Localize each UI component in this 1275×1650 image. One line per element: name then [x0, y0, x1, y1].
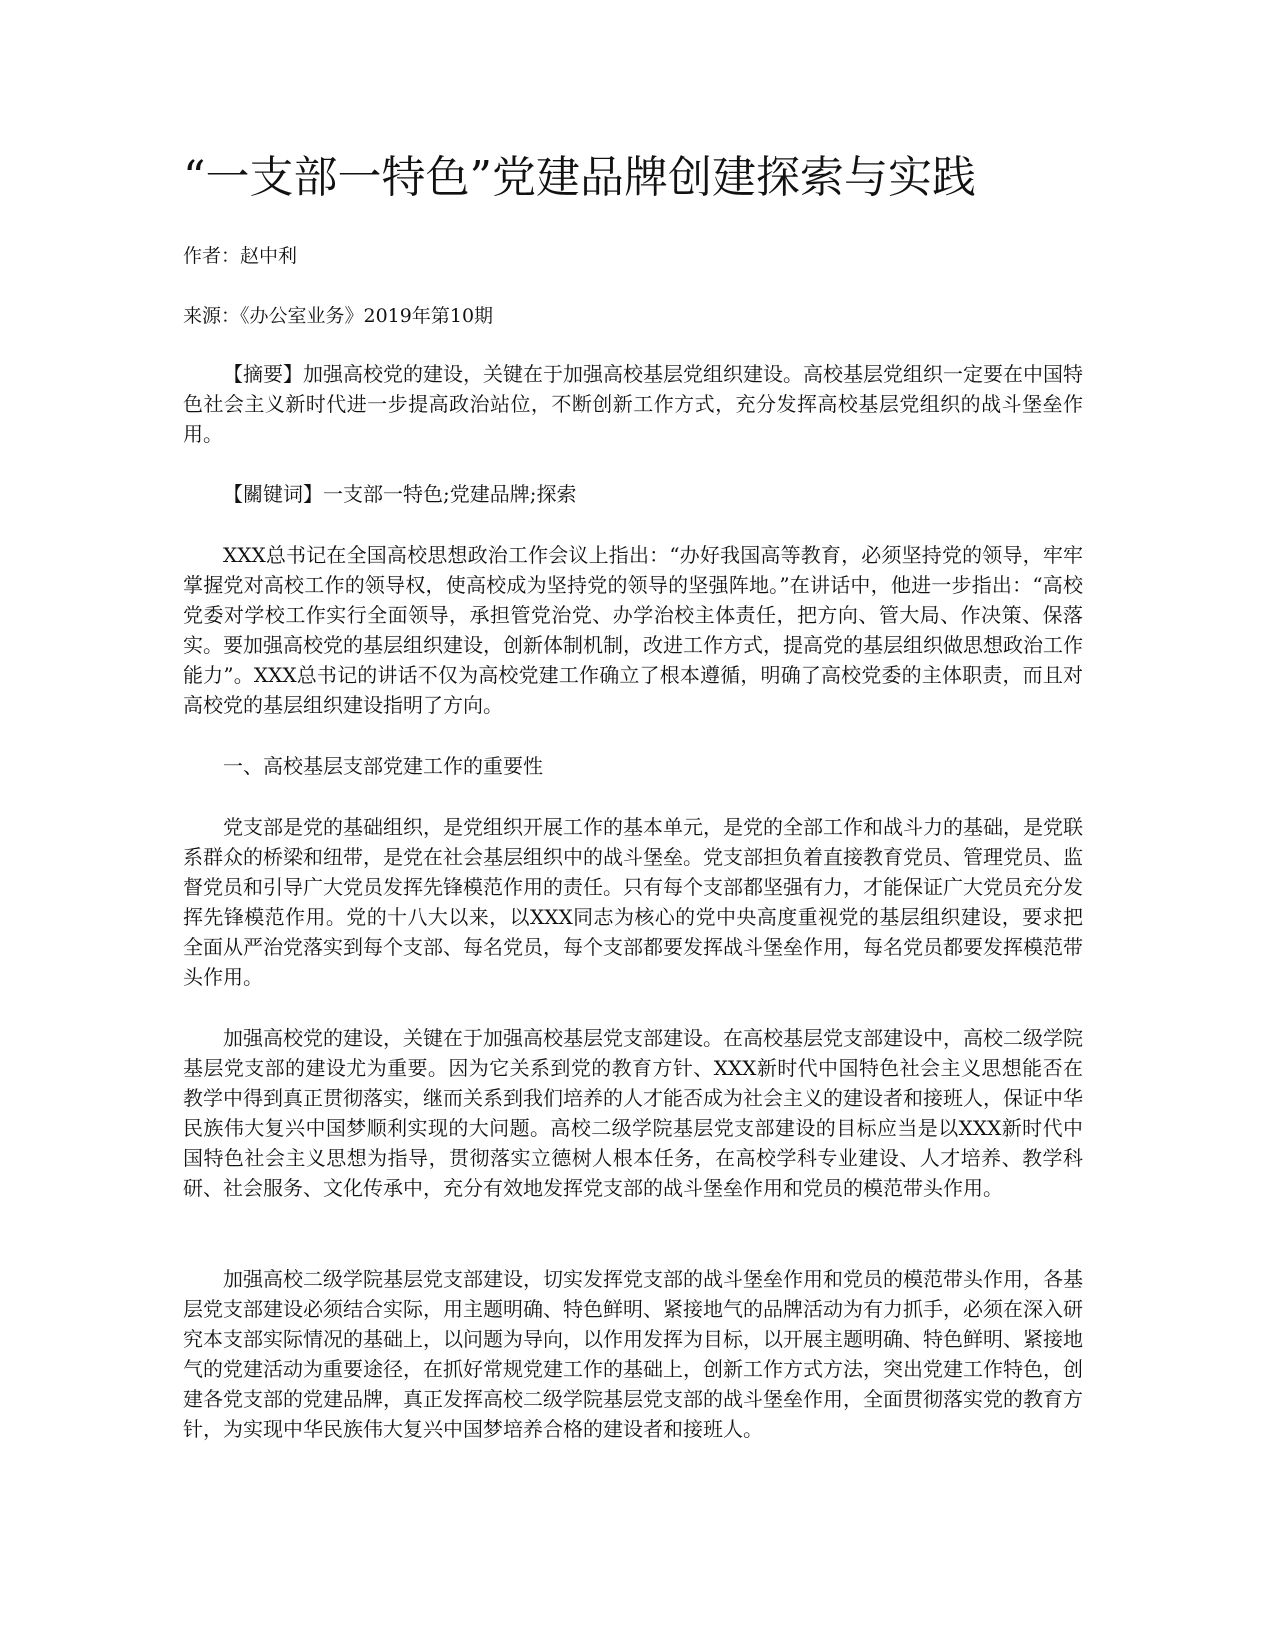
- body-paragraph-1: 党支部是党的基础组织，是党组织开展工作的基本单元，是党的全部工作和战斗力的基础，是党联系群众的桥梁和纽带，是党在社会基层组织中的战斗堡垒。党支部担负着直接教育党员、管理党员、监督党员和引导广大党员发挥先锋模范作用的责任。只有每个支部都坚强有力，才能保证广大党员充分发挥先锋模范作用。党的十八大以来，以XXX同志为核心的党中央高度重视党的基层组织建设，要求把全面从严治党落实到每个支部、每名党员，每个支部都要发挥战斗堡垒作用，每名党员都要发挥模范带头作用。: [183, 815, 1083, 989]
- keywords-paragraph: 【關键词】一支部一特色;党建品牌;探索: [223, 482, 577, 506]
- intro-paragraph: XXX总书记在全国高校思想政治工作会议上指出：“办好我国高等教育，必须坚持党的领导，牢牢掌握党对高校工作的领导权，使高校成为坚持党的领导的坚强阵地。”在讲话中，他进一步指出：“高校党委对学校工作实行全面领导，承担管党治党、办学治校主体责任，把方向、管大局、作决策、保落实。要加强高校党的基层组织建设，创新体制机制，改进工作方式，提高党的基层组织做思想政治工作能力”。XXX总书记的讲话不仅为高校党建工作确立了根本遵循，明确了高校党委的主体职责，而且对高校党的基层组织建设指明了方向。: [183, 543, 1083, 717]
- section-heading: 一、高校基层支部党建工作的重要性: [223, 754, 543, 778]
- body-paragraph-2: 加强高校党的建设，关键在于加强高校基层党支部建设。在高校基层党支部建设中，高校二级学院基层党支部的建设尤为重要。因为它关系到党的教育方针、XXX新时代中国特色社会主义思想能否在教学中得到真正贯彻落实，继而关系到我们培养的人才能否成为社会主义的建设者和接班人，保证中华民族伟大复兴中国梦顺利实现的大问题。高校二级学院基层党支部建设的目标应当是以XXX新时代中国特色社会主义思想为指导，贯彻落实立德树人根本任务，在高校学科专业建设、人才培养、教学科研、社会服务、文化传承中，充分有效地发挥党支部的战斗堡垒作用和党员的模范带头作用。: [183, 1026, 1083, 1200]
- source-line: 来源：《办公室业务》2019年第10期: [183, 305, 494, 327]
- body-paragraph-3: 加强高校二级学院基层党支部建设，切实发挥党支部的战斗堡垒作用和党员的模范带头作用，各基层党支部建设必须结合实际，用主题明确、特色鲜明、紧接地气的品牌活动为有力抓手，必须在深入研究本支部实际情况的基础上，以问题为导向，以作用发挥为目标，以开展主题明确、特色鲜明、紧接地气的党建活动为重要途径，在抓好常规党建工作的基础上，创新工作方式方法，突出党建工作特色，创建各党支部的党建品牌，真正发挥高校二级学院基层党支部的战斗堡垒作用，全面贯彻落实党的教育方针，为实现中华民族伟大复兴中国梦培养合格的建设者和接班人。: [183, 1267, 1083, 1441]
- abstract-paragraph: 【摘要】加强高校党的建设，关键在于加强高校基层党组织建设。高校基层党组织一定要在中国特色社会主义新时代进一步提高政治站位，不断创新工作方式，充分发挥高校基层党组织的战斗堡垒作用。: [183, 362, 1083, 446]
- document-title: “一支部一特色”党建品牌创建探索与实践: [183, 152, 976, 203]
- author-line: 作者：赵中利: [183, 245, 298, 267]
